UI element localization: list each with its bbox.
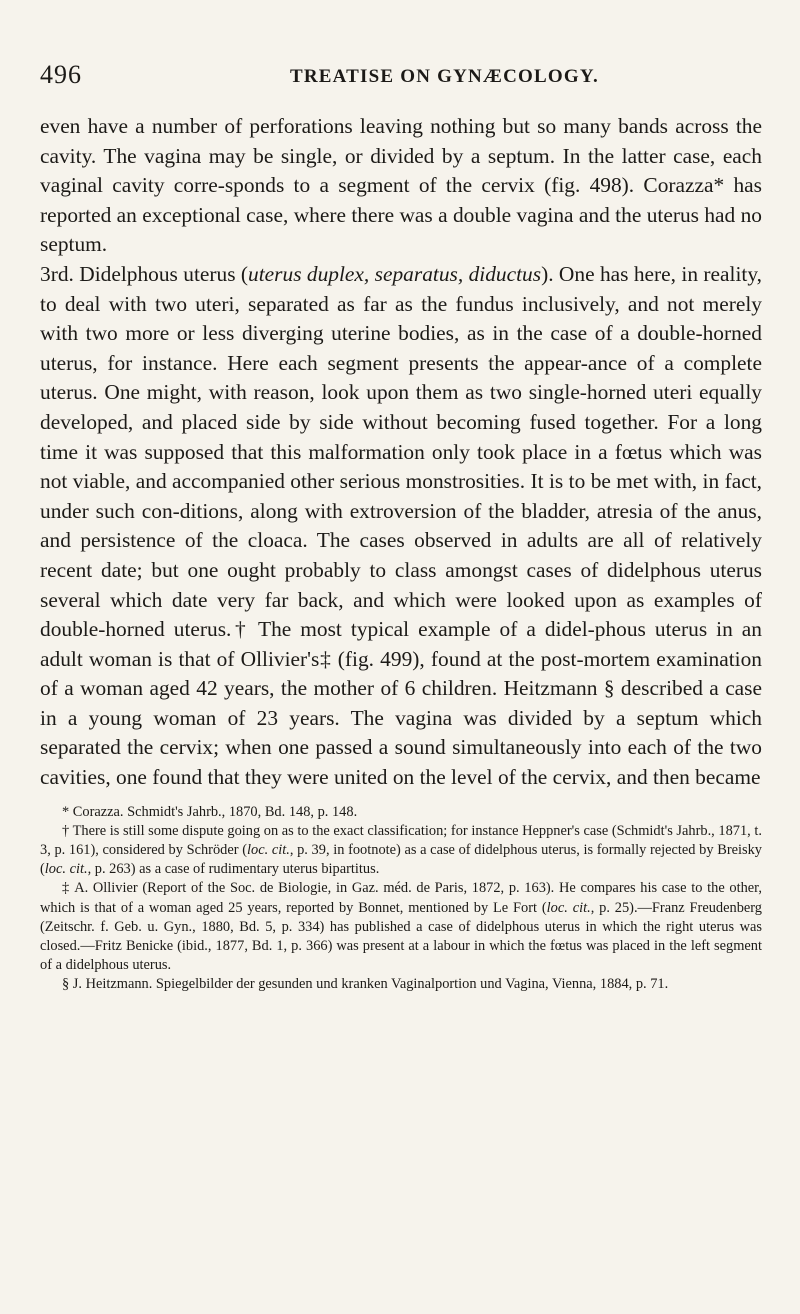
running-title: TREATISE ON GYNÆCOLOGY. [290,66,599,87]
footnote-text: † There is still some dispute going on as to the exact classification; for instance Heppner's case (Schmidt's Jahrb., 1871, t. 3, p. 161), considered by Schröder ( [40,822,762,859]
footnote-italic: loc. cit. [546,899,591,916]
footnote-text: § J. Heitzmann. Spiegelbilder der gesunden und kranken Vaginalportion und Vagina, Vienna, 1884, p. 71. [62,976,669,993]
body-text [40,112,762,793]
footnote-separator [40,793,762,799]
page-number: 496 [40,60,82,89]
running-head [40,60,762,100]
paragraph-lead: 3rd. Didelphous uterus ( [40,261,249,286]
footnote-classification [40,822,762,880]
footnotes [40,803,762,995]
paragraph-didelphous-uterus [40,260,762,793]
footnote-ollivier [40,879,762,975]
footnote-heitzmann [40,975,762,994]
footnote-text: ‡ A. Ollivier (Report of the Soc. de Biologie, in Gaz. méd. de Paris, 1872, p. 163). He compares his case to the other, which is that of a woman aged 25 years, reported by Bonnet, mentioned by Le Fort ( [40,880,762,916]
paragraph-text: even have a number of perforations leaving nothing but so many bands across the cavity. The vagina may be single, or divided by a septum. In the latter case, each vaginal cavity corre-sponds to a segment of the cervix (fig. 498). Corazza* has reported an exceptional case, where there was a double vagina and the uterus had no septum. [40,114,762,257]
footnote-corazza [40,803,762,822]
latin-terms: uterus duplex, separatus, diductus [248,261,542,286]
footnote-italic: loc. cit. [247,842,290,859]
book-page [40,60,762,1300]
footnote-italic: loc. cit. [44,861,88,878]
paragraph-continuation [40,112,762,260]
footnote-text: * Corazza. Schmidt's Jahrb., 1870, Bd. 148, p. 148. [62,803,358,820]
footnote-text: , p. 25).—Franz Freudenberg (Zeitschr. f. Geb. u. Gyn., 1880, Bd. 5, p. 334) has published a case of didelphous uterus in which the right uterus was closed.—Fritz Benicke (ibid., 1877, Bd. 1, p. 366) was present at a labour in which the fœtus was placed in the left segment of a didelphous uterus. [40,899,763,974]
footnote-text: , p. 263) as a case of rudimentary uterus bipartitus. [87,861,380,878]
paragraph-text: ). One has here, in reality, to deal with two uteri, separated as far as the fundus inclusively, and not merely with two more or less diverging uterine bodies, as in the case of a double-horned uterus, for instance. Here each segment presents the appear-ance of a complete uterus. One might, with reason, look upon them as two single-horned uteri equally developed, and placed side by side without becoming fused together. For a long time it was supposed that this malformation only took place in a fœtus which was not viable, and accompanied other serious monstrosities. It is to be met with, in fact, under such con-ditions, along with extroversion of the bladder, atresia of the anus, and persistence of the cloaca. The cases observed in adults are all of relatively recent date; but one ought probably to class amongst cases of didelphous uterus several which date very far back, and which were looked upon as examples of double-horned uterus.† The most typical example of a didel-phous uterus in an adult woman is that of Ollivier's‡ (fig. 499), found at the post-mortem examination of a woman aged 42 years, the mother of 6 children. Heitzmann § described a case in a young woman of 23 years. The vagina was divided by a septum which separated the cervix; when one passed a sound simultaneously into each of the two cavities, one found that they were united on the level of the cervix, and then became [40,261,763,790]
footnote-text: , p. 39, in footnote) as a case of didelphous uterus, is formally rejected by Breisky ( [40,842,762,878]
